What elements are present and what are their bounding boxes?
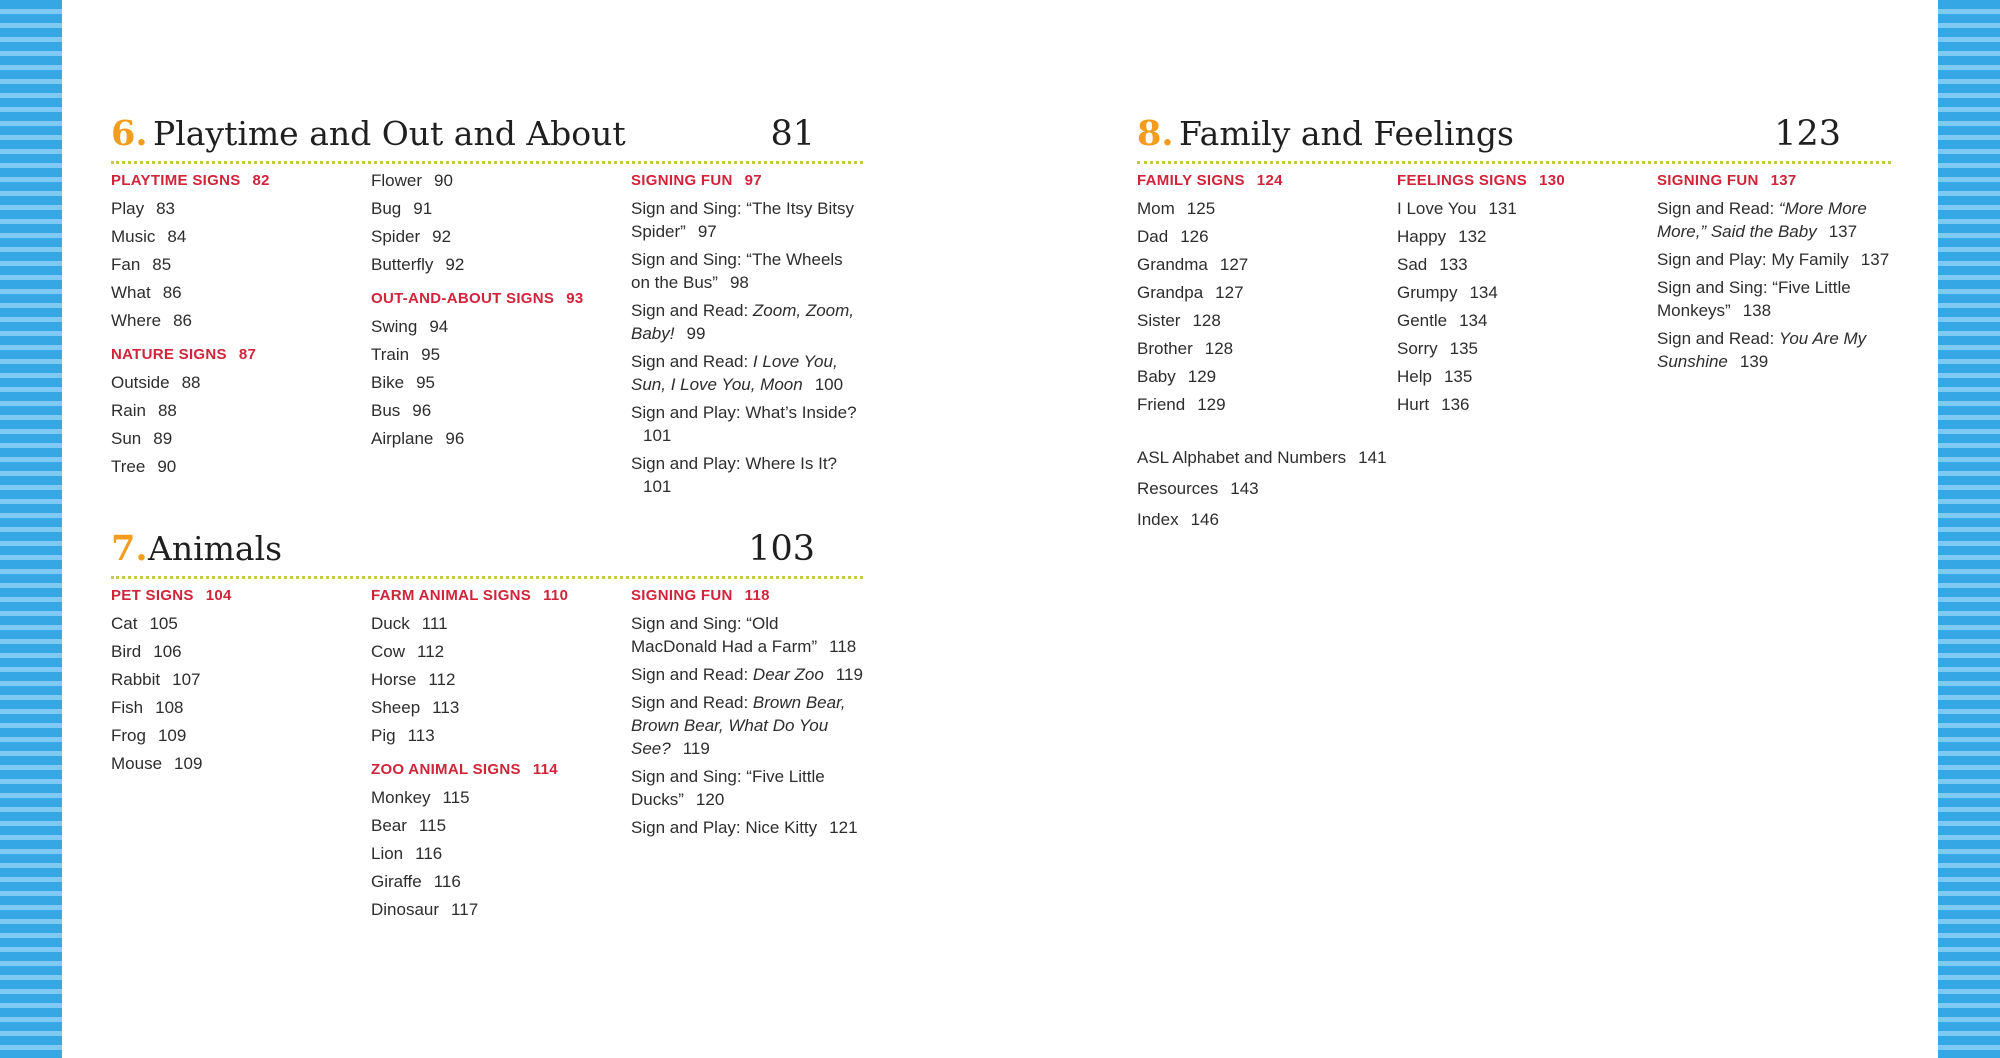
toc-entry[interactable] <box>111 455 361 483</box>
entry-label: Bug <box>371 199 402 218</box>
toc-entry[interactable] <box>371 898 621 926</box>
entry-label: Grumpy <box>1397 283 1458 302</box>
entry-book-title: I Love You, Sun, I Love You, Moon <box>631 352 838 394</box>
entry-page-number: 90 <box>157 457 177 476</box>
signing-fun-entry[interactable] <box>1657 276 1892 322</box>
toc-entry[interactable] <box>371 427 621 455</box>
entry-page-number: 129 <box>1187 367 1217 386</box>
entry-label: Sheep <box>371 698 421 717</box>
entry-page-number: 85 <box>152 255 172 274</box>
signing-fun-column <box>631 169 866 503</box>
signing-fun-entry[interactable] <box>631 816 866 839</box>
section-page-number: 124 <box>1256 172 1283 189</box>
entry-page-number: 133 <box>1439 255 1468 274</box>
entry-page-number: 111 <box>421 614 448 633</box>
section-title: FARM ANIMAL SIGNS <box>371 587 532 604</box>
entry-page-number: 127 <box>1215 283 1244 302</box>
entry-label: Play <box>111 199 145 218</box>
entry-label: Train <box>371 345 410 364</box>
entry-page-number: 116 <box>415 844 443 863</box>
entry-page-number: 135 <box>1449 339 1478 358</box>
toc-entry[interactable] <box>1137 253 1387 281</box>
entry-page-number: 141 <box>1358 448 1387 467</box>
entry-label: Sorry <box>1397 339 1438 358</box>
entry-label: Fan <box>111 255 141 274</box>
entry-label: Spider <box>371 227 421 246</box>
entry-page-number: 129 <box>1197 395 1226 414</box>
column-1 <box>111 169 361 483</box>
back-matter-list <box>1137 446 1387 539</box>
chapter-page-number: 103 <box>748 529 815 569</box>
signing-fun-heading <box>631 169 866 193</box>
section-heading <box>371 584 621 608</box>
toc-entry[interactable] <box>111 696 361 724</box>
entry-page-number: 137 <box>1828 222 1858 241</box>
toc-entry[interactable] <box>371 786 621 814</box>
section-page-number: 118 <box>744 587 770 604</box>
entry-label: Tree <box>111 457 146 476</box>
toc-entry[interactable] <box>111 371 361 399</box>
entry-label: Where <box>111 311 162 330</box>
entry-label: Music <box>111 227 156 246</box>
entry-page-number: 127 <box>1219 255 1249 274</box>
toc-entry[interactable] <box>111 309 361 337</box>
entry-book-title: Zoom, Zoom, Baby! <box>631 301 855 343</box>
entry-page-number: 115 <box>418 816 447 835</box>
signing-fun-heading <box>631 584 866 608</box>
toc-entry[interactable] <box>1137 309 1387 337</box>
entry-label: I Love You <box>1397 199 1477 218</box>
entry-prefix: Sign and Sing: “Five Little Monkeys” <box>1657 278 1851 320</box>
dotted-rule <box>1137 161 1891 164</box>
toc-entry[interactable] <box>371 371 621 399</box>
toc-entry[interactable] <box>1137 365 1387 393</box>
entry-label: Dinosaur <box>371 900 440 919</box>
entry-page-number: 92 <box>445 255 465 274</box>
toc-entry[interactable] <box>371 612 621 640</box>
toc-entry[interactable] <box>371 253 621 281</box>
toc-entry[interactable] <box>1397 365 1647 393</box>
entry-label: Bear <box>371 816 407 835</box>
entry-label: Bird <box>111 642 142 661</box>
entry-prefix: Sign and Sing: “The Itsy Bitsy Spider” <box>631 199 854 241</box>
section-page-number: 110 <box>543 587 569 604</box>
entry-label: Happy <box>1397 227 1447 246</box>
section-heading <box>111 343 361 367</box>
entry-page-number: 120 <box>695 790 725 809</box>
entry-page-number: 131 <box>1488 199 1517 218</box>
toc-entry[interactable] <box>111 281 361 309</box>
entry-page-number: 112 <box>417 642 445 661</box>
entry-page-number: 108 <box>155 698 184 717</box>
entry-page-number: 112 <box>428 670 456 689</box>
entry-page-number: 95 <box>421 345 441 364</box>
chapter-page-number: 81 <box>770 114 815 154</box>
entry-prefix: Sign and Play: Nice Kitty <box>631 818 818 837</box>
section-page-number: 130 <box>1539 172 1565 189</box>
entry-label: Brother <box>1137 339 1193 358</box>
toc-entry[interactable] <box>1137 337 1387 365</box>
signing-fun-entry[interactable] <box>631 765 866 811</box>
toc-entry[interactable] <box>371 197 621 225</box>
entry-page-number: 128 <box>1192 311 1221 330</box>
entry-prefix: Sign and Play: My Family <box>1657 250 1849 269</box>
entry-page-number: 98 <box>729 273 749 292</box>
section-heading <box>1397 169 1647 193</box>
signing-fun-entry[interactable] <box>631 350 866 396</box>
entry-page-number: 134 <box>1469 283 1498 302</box>
entry-label: Airplane <box>371 429 434 448</box>
entry-label: Index <box>1137 510 1179 529</box>
entry-page-number: 115 <box>442 788 470 807</box>
toc-entry[interactable] <box>111 668 361 696</box>
entry-page-number: 88 <box>157 401 177 420</box>
entry-page-number: 107 <box>172 670 201 689</box>
dotted-rule <box>111 576 863 579</box>
dotted-rule <box>111 161 863 164</box>
column-1 <box>111 584 361 780</box>
toc-entry[interactable] <box>371 343 621 371</box>
toc-entry[interactable] <box>1397 281 1647 309</box>
toc-entry[interactable] <box>111 724 361 752</box>
entry-page-number: 126 <box>1180 227 1209 246</box>
entry-page-number: 97 <box>697 222 717 241</box>
entry-page-number: 116 <box>433 872 461 891</box>
entry-prefix: Sign and Read: <box>631 301 753 320</box>
entry-page-number: 113 <box>407 726 435 745</box>
entry-page-number: 99 <box>686 324 706 343</box>
toc-entry[interactable] <box>371 169 621 197</box>
entry-label: Baby <box>1137 367 1176 386</box>
entry-label: Rabbit <box>111 670 161 689</box>
entry-page-number: 136 <box>1441 395 1470 414</box>
toc-entry[interactable] <box>1397 309 1647 337</box>
section-heading <box>371 287 621 311</box>
entry-label: Sun <box>111 429 142 448</box>
signing-fun-entry[interactable] <box>1657 327 1892 373</box>
entry-label: Butterfly <box>371 255 434 274</box>
entry-label: Giraffe <box>371 872 422 891</box>
chapter-heading <box>1137 113 1889 163</box>
toc-entry[interactable] <box>371 640 621 668</box>
entry-page-number: 89 <box>153 429 173 448</box>
signing-fun-entry[interactable] <box>631 612 866 658</box>
entry-page-number: 86 <box>162 283 182 302</box>
entry-prefix: Sign and Sing: “Five Little Ducks” <box>631 767 825 809</box>
entry-label: Resources <box>1137 479 1219 498</box>
entry-page-number: 143 <box>1230 479 1259 498</box>
signing-fun-entry[interactable] <box>631 663 866 686</box>
entry-page-number: 113 <box>432 698 460 717</box>
toc-entry[interactable] <box>371 842 621 870</box>
signing-fun-entry[interactable] <box>631 691 866 760</box>
entry-page-number: 96 <box>412 401 432 420</box>
entry-label: Hurt <box>1397 395 1430 414</box>
section-page-number: 137 <box>1770 172 1797 189</box>
entry-label: Grandma <box>1137 255 1208 274</box>
entry-page-number: 119 <box>835 665 863 684</box>
toc-entry[interactable] <box>111 225 361 253</box>
entry-label: Cat <box>111 614 138 633</box>
signing-fun-entry[interactable] <box>631 197 866 243</box>
entry-page-number: 94 <box>429 317 449 336</box>
signing-fun-entry[interactable] <box>1657 248 1892 271</box>
back-matter-entry[interactable] <box>1137 508 1387 539</box>
toc-entry[interactable] <box>1397 253 1647 281</box>
entry-label: ASL Alphabet and Numbers <box>1137 448 1347 467</box>
toc-entry[interactable] <box>1397 225 1647 253</box>
right-stripe-border <box>1938 0 2000 1058</box>
chapter-heading <box>111 113 863 163</box>
entry-label: Lion <box>371 844 404 863</box>
toc-entry[interactable] <box>111 427 361 455</box>
toc-entry[interactable] <box>111 399 361 427</box>
entry-label: Sister <box>1137 311 1181 330</box>
entry-page-number: 101 <box>643 477 672 496</box>
entry-page-number: 119 <box>682 739 710 758</box>
toc-entry[interactable] <box>1137 281 1387 309</box>
entry-page-number: 90 <box>434 171 453 190</box>
entry-book-title: You Are My Sunshine <box>1657 329 1867 371</box>
chapter-8 <box>1137 113 1890 414</box>
entry-page-number: 121 <box>829 818 858 837</box>
section-page-number: 114 <box>532 761 558 778</box>
entry-prefix: Sign and Read: <box>631 352 753 371</box>
toc-entry[interactable] <box>371 696 621 724</box>
entry-page-number: 128 <box>1204 339 1234 358</box>
column-2 <box>371 584 621 926</box>
toc-entry[interactable] <box>111 253 361 281</box>
entry-prefix: Sign and Read: <box>1657 199 1779 218</box>
entry-label: Gentle <box>1397 311 1448 330</box>
entry-label: Fish <box>111 698 144 717</box>
toc-entry[interactable] <box>111 640 361 668</box>
toc-entry[interactable] <box>371 870 621 898</box>
toc-entry[interactable] <box>111 612 361 640</box>
entry-label: Horse <box>371 670 417 689</box>
toc-entry[interactable] <box>371 315 621 343</box>
entry-label: Bike <box>371 373 405 392</box>
entry-label: Outside <box>111 373 170 392</box>
section-heading <box>111 169 361 193</box>
entry-page-number: 125 <box>1186 199 1216 218</box>
chapter-heading <box>111 528 863 578</box>
section-title: SIGNING FUN <box>631 587 733 604</box>
entry-label: Duck <box>371 614 410 633</box>
chapter-page-number: 123 <box>1774 114 1841 154</box>
entry-page-number: 135 <box>1443 367 1473 386</box>
entry-prefix: Sign and Sing: “The Wheels on the Bus” <box>631 250 843 292</box>
section-title: FAMILY SIGNS <box>1137 172 1245 189</box>
entry-page-number: 83 <box>156 199 175 218</box>
signing-fun-heading <box>1657 169 1892 193</box>
column-2 <box>371 169 621 455</box>
chapter-6 <box>111 113 863 496</box>
toc-entry[interactable] <box>371 814 621 842</box>
entry-label: Sad <box>1397 255 1428 274</box>
entry-label: Pig <box>371 726 396 745</box>
toc-entry[interactable] <box>1137 197 1387 225</box>
entry-page-number: 100 <box>814 375 844 394</box>
entry-page-number: 92 <box>432 227 452 246</box>
entry-prefix: Sign and Play: What’s Inside? <box>631 403 857 422</box>
toc-entry[interactable] <box>1397 197 1647 225</box>
toc-entry[interactable] <box>1137 393 1387 421</box>
entry-book-title: Brown Bear, Brown Bear, What Do You See? <box>631 693 846 758</box>
entry-page-number: 117 <box>451 900 479 919</box>
entry-page-number: 95 <box>416 373 435 392</box>
entry-page-number: 109 <box>157 726 187 745</box>
column-2 <box>1397 169 1647 421</box>
entry-page-number: 101 <box>643 426 672 445</box>
entry-prefix: Sign and Read: <box>631 693 753 712</box>
signing-fun-entry[interactable] <box>631 401 866 447</box>
signing-fun-column <box>1657 169 1892 378</box>
signing-fun-entry[interactable] <box>631 248 866 294</box>
chapter-number: 8. <box>1137 113 1174 154</box>
chapter-title: Animals <box>148 529 283 568</box>
entry-label: Monkey <box>371 788 431 807</box>
entry-label: Bus <box>371 401 401 420</box>
entry-label: Flower <box>371 171 423 190</box>
toc-entry[interactable] <box>371 399 621 427</box>
entry-page-number: 137 <box>1860 250 1890 269</box>
entry-page-number: 91 <box>413 199 433 218</box>
toc-entry[interactable] <box>1397 337 1647 365</box>
entry-label: Swing <box>371 317 418 336</box>
entry-page-number: 132 <box>1458 227 1487 246</box>
section-page-number: 87 <box>238 346 257 363</box>
entry-label: Help <box>1397 367 1432 386</box>
entry-page-number: 109 <box>174 754 203 773</box>
entry-label: What <box>111 283 151 302</box>
entry-prefix: Sign and Read: <box>631 665 753 684</box>
entry-prefix: Sign and Sing: “Old MacDonald Had a Farm” <box>631 614 818 656</box>
entry-page-number: 146 <box>1190 510 1219 529</box>
section-title: PET SIGNS <box>111 587 194 604</box>
chapter-number: 6. <box>111 113 148 154</box>
chapter-title: Family and Feelings <box>1179 114 1514 153</box>
entry-label: Rain <box>111 401 146 420</box>
entry-label: Mom <box>1137 199 1175 218</box>
entry-page-number: 139 <box>1739 352 1769 371</box>
section-heading <box>371 758 621 782</box>
entry-book-title: Dear Zoo <box>752 665 824 684</box>
toc-entry[interactable] <box>1137 225 1387 253</box>
left-stripe-border <box>0 0 62 1058</box>
entry-label: Frog <box>111 726 146 745</box>
chapter-7 <box>111 528 863 919</box>
section-title: SIGNING FUN <box>631 172 733 189</box>
entry-label: Grandpa <box>1137 283 1204 302</box>
entry-page-number: 106 <box>153 642 182 661</box>
entry-page-number: 88 <box>181 373 201 392</box>
chapter-number: 7. <box>111 528 148 569</box>
entry-page-number: 96 <box>445 429 465 448</box>
back-matter-entry[interactable] <box>1137 477 1387 508</box>
entry-label: Dad <box>1137 227 1169 246</box>
entry-label: Cow <box>371 642 406 661</box>
toc-entry[interactable] <box>1397 393 1647 421</box>
section-page-number: 93 <box>566 290 584 307</box>
section-page-number: 104 <box>205 587 232 604</box>
toc-entry[interactable] <box>371 724 621 752</box>
signing-fun-column <box>631 584 866 844</box>
section-title: ZOO ANIMAL SIGNS <box>371 761 521 778</box>
back-matter-entry[interactable] <box>1137 446 1387 477</box>
section-page-number: 97 <box>744 172 762 189</box>
entry-page-number: 84 <box>167 227 187 246</box>
entry-book-title: “More More More,” Said the Baby <box>1657 199 1867 241</box>
entry-label: Mouse <box>111 754 163 773</box>
signing-fun-entry[interactable] <box>631 299 866 345</box>
signing-fun-entry[interactable] <box>631 452 866 498</box>
toc-entry[interactable] <box>371 225 621 253</box>
entry-page-number: 105 <box>149 614 178 633</box>
entry-prefix: Sign and Read: <box>1657 329 1779 348</box>
entry-page-number: 138 <box>1742 301 1772 320</box>
section-title: OUT-AND-ABOUT SIGNS <box>371 290 555 307</box>
signing-fun-entry[interactable] <box>1657 197 1892 243</box>
toc-entry[interactable] <box>371 668 621 696</box>
section-title: FEELINGS SIGNS <box>1397 172 1528 189</box>
entry-page-number: 86 <box>173 311 192 330</box>
entry-page-number: 134 <box>1459 311 1488 330</box>
toc-entry[interactable] <box>111 197 361 225</box>
entry-page-number: 118 <box>829 637 857 656</box>
entry-prefix: Sign and Play: Where Is It? <box>631 454 837 473</box>
section-heading <box>1137 169 1387 193</box>
section-title: SIGNING FUN <box>1657 172 1759 189</box>
column-1 <box>1137 169 1387 421</box>
section-page-number: 82 <box>252 172 270 189</box>
section-title: NATURE SIGNS <box>111 346 227 363</box>
section-title: PLAYTIME SIGNS <box>111 172 241 189</box>
chapter-title: Playtime and Out and About <box>153 114 626 153</box>
toc-entry[interactable] <box>111 752 361 780</box>
entry-label: Friend <box>1137 395 1186 414</box>
section-heading <box>111 584 361 608</box>
